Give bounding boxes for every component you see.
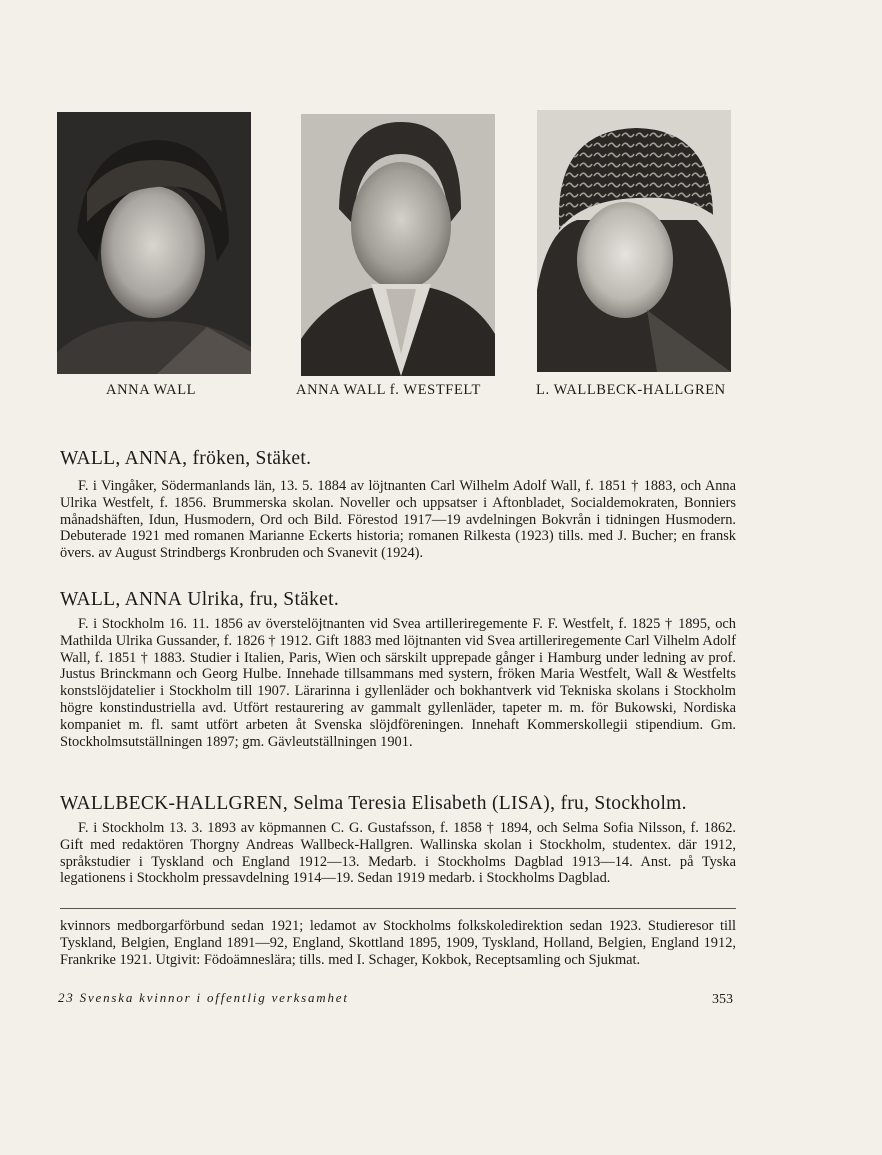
entry-heading	[60, 589, 339, 611]
page-number: 353	[712, 992, 733, 1007]
portrait-photo-anna-wall	[57, 112, 251, 374]
footnote-divider	[60, 908, 736, 909]
entry-name: WALL, ANNA	[60, 589, 183, 610]
footnote: kvinnors medborgarförbund sedan 1921; ledamot av Stockholms folkskoledirektion sedan 1923. Studieresor till Tyskland, Belgien, England 1891—92, England, Skottland 1895, 1909, Tyskland, Holland, Belgien, England 1912, Frankrike 1921. Utgivit: Födoämneslära; tills. med I. Schager, Kokbok, Receptsamling och Sjukmat.	[60, 918, 736, 968]
portrait-photo-lisa-wallbeck-hallgren	[537, 110, 731, 372]
photo-caption: L. WALLBECK-HALLGREN	[536, 382, 726, 398]
photo-caption: ANNA WALL f. WESTFELT	[296, 382, 481, 398]
entry-text: F. i Vingåker, Södermanlands län, 13. 5. 1884 av löjtnanten Carl Wilhelm Adolf Wall, f. 1851 † 1883, och Anna Ulrika Westfelt, f. 1856. Brummerska skolan. Noveller och uppsatser i Aftonbladet, Socialdemokraten, Bonniers månadshäften, Idun, Husmodern, Ord och Bild. Förestod 1917—19 avdelningen Bokvrån i tidningen Husmodern. Debuterade 1921 med romanen Marianne Eckerts historia; romanen Rilkesta (1923) tills. med J. Bucher; en fransk övers. av August Strindbergs Kronbruden och Svanevit (1924).	[60, 478, 736, 562]
photo-caption: ANNA WALL	[106, 382, 197, 398]
entry-heading	[60, 448, 311, 470]
entry-body	[60, 820, 736, 887]
portrait-photo-anna-wall-westfelt	[301, 114, 495, 376]
entry-heading	[60, 793, 687, 815]
entry-name-rest: Ulrika, fru, Stäket.	[187, 589, 340, 610]
entry-name: WALLBECK-HALLGREN,	[60, 793, 288, 814]
entry-name-rest: Selma Teresia Elisabeth (LISA), fru, Stockholm.	[293, 793, 687, 814]
entry-name: WALL, ANNA,	[60, 448, 188, 469]
entry-text: F. i Stockholm 16. 11. 1856 av överstelöjtnanten vid Svea artilleriregemente F. F. Westfelt, f. 1825 † 1895, och Mathilda Ulrika Gussander, f. 1826 † 1912. Gift 1883 med löjtnanten vid Svea artilleriregemente Carl Vilhelm Adolf Wall, f. 1851 † 1883. Studier i Italien, Paris, Wien och särskilt upprepade gånger i Hamburg under ledning av prof. Justus Brinckmann och Georg Hulbe. Innehade tillsammans med systern, fröken Maria Westfelt, Wall & Westfelts konstslöjdatelier i Stockholm till 1907. Lärarinna i gyllenläder och bokhantverk vid Tekniska skolans i Stockholm högre konstindustriella avd. Utfört restaurering av gammalt gyllenläder, tapeter m. m. för Bukowski, Nordiska kompaniet m. fl. samt utfört arbeten åt Svenska slöjdföreningen. Innehaft Kommerskollegii stipendium. Gm. Stockholmsutställningen 1897; gm. Gävleutställningen 1901.	[60, 616, 736, 750]
footer-signature: 23 Svenska kvinnor i offentlig verksamhet	[58, 990, 349, 1005]
entry-text: F. i Stockholm 13. 3. 1893 av köpmannen C. G. Gustafsson, f. 1858 † 1894, och Selma Sofia Nilsson, f. 1862. Gift med redaktören Thorgny Andreas Wallbeck-Hallgren. Wallinska skolan i Stockholm, studentex. där 1912, språkstudier i Tyskland och England 1912—13. Medarb. i Stockholms Dagblad 1913—14. Anst. på Tyska legationens i Stockholm pressavdelning 1914—19. Sedan 1919 medarb. i Stockholms Dagblad.	[60, 820, 736, 887]
entry-name-rest: fröken, Stäket.	[192, 448, 312, 469]
entry-body	[60, 478, 736, 562]
entry-body	[60, 616, 736, 750]
